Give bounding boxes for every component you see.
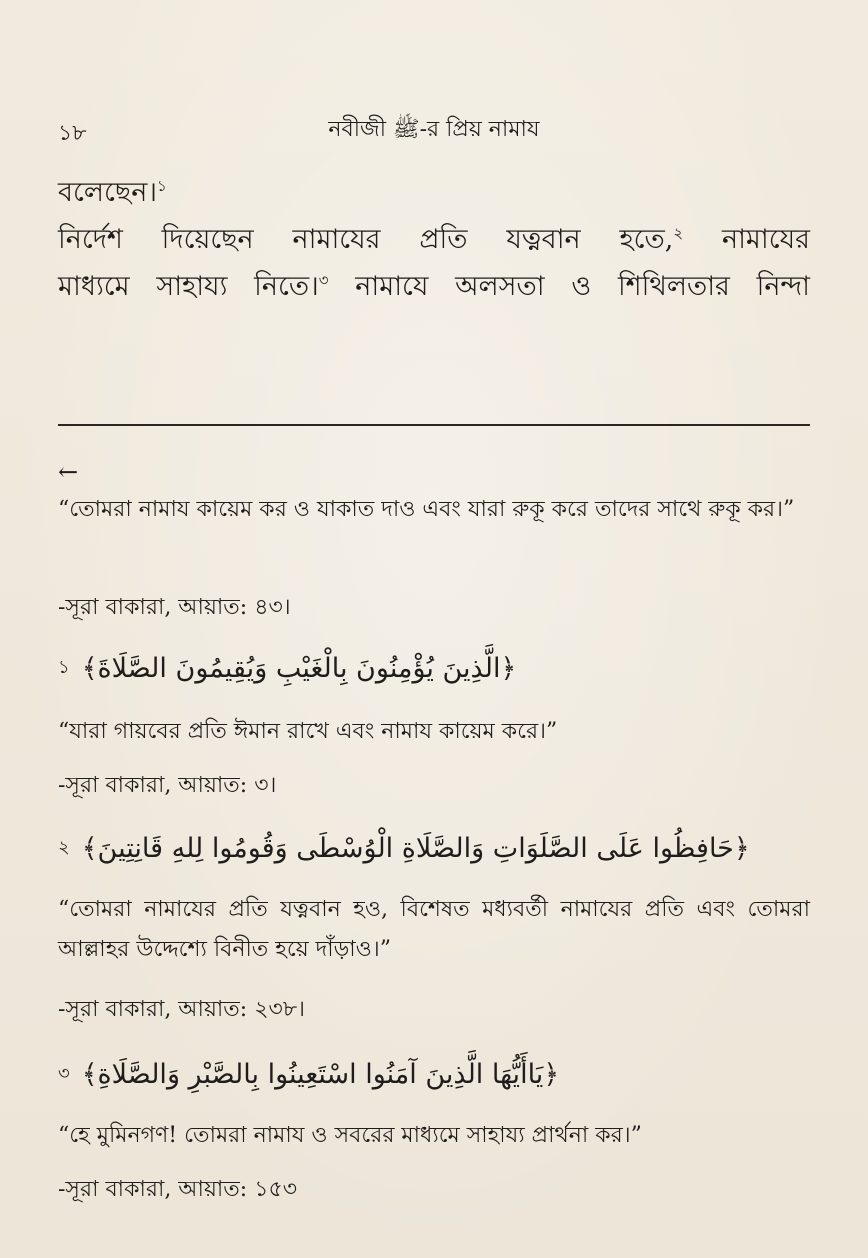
body-line-1 — [58, 168, 810, 218]
footnote-1-arabic: ﴿الَّذِينَ يُؤْمِنُونَ بِالْغَيْبِ وَيُقِيمُونَ الصَّلَاةَ﴾ — [81, 652, 517, 684]
prev-footnote-translation: “তোমরা নামায কায়েম কর ও যাকাত দাও এবং যারা রুকূ করে তাদের সাথে রুকূ কর।” — [58, 497, 795, 522]
body-line-2-text-a: নির্দেশ দিয়েছেন নামাযের প্রতি যত্নবান হতে, — [58, 224, 674, 255]
footnote-2-number: ২ — [58, 836, 70, 858]
footnote-3-translation: “হে মুমিনগণ! তোমরা নামায ও সবরের মাধ্যমে সাহায্য প্রার্থনা কর।” — [58, 1123, 642, 1148]
footnote-2-arabic: ﴿حَافِظُوا عَلَى الصَّلَوَاتِ وَالصَّلَاةِ الْوُسْطَى وَقُومُوا لِلهِ قَانِتِينَ﴾ — [81, 832, 750, 864]
footnote-1-reference: -সূরা বাকারা, আয়াত: ৩। — [58, 773, 277, 798]
running-title: নবীজী ﷺ-র প্রিয় নামায — [328, 117, 540, 142]
footnote-3-number: ৩ — [58, 1062, 70, 1084]
footnote-2-translation: “তোমরা নামাযের প্রতি যত্নবান হও, বিশেষত মধ্যবর্তী নামাযের প্রতি এবং তোমরা আল্লাহর উদ্দেশ্যে বিনীত হয়ে দাঁড়াও।” — [58, 897, 810, 962]
footnote-2-reference: -সূরা বাকারা, আয়াত: ২৩৮। — [58, 997, 305, 1022]
body-line-2 — [58, 215, 810, 265]
footnote-ref-2: ২ — [673, 224, 684, 242]
page-number: ১৮ — [58, 121, 87, 146]
footnote-2-arabic-row — [58, 824, 810, 872]
continued-arrow-icon: ← — [58, 458, 79, 486]
body-line-3-text-b: নামাযে অলসতা ও শিথিলতার নিন্দা — [328, 271, 810, 302]
footnote-3-arabic: ﴿يَاأَيُّهَا الَّذِينَ آمَنُوا اسْتَعِينُوا بِالصَّبْرِ وَالصَّلَاةِ﴾ — [81, 1058, 560, 1090]
body-line-1-text: বলেছেন। — [58, 177, 157, 208]
body-line-3-text-a: মাধ্যমে সাহায্য নিতে। — [58, 271, 319, 302]
footnote-1-arabic-row — [58, 644, 810, 692]
prev-footnote-reference: -সূরা বাকারা, আয়াত: ৪৩। — [58, 595, 291, 620]
footnote-ref-3: ৩ — [318, 271, 329, 289]
footnote-divider — [58, 424, 810, 426]
footnote-1-translation: “যারা গায়বের প্রতি ঈমান রাখে এবং নামায কায়েম করে।” — [58, 719, 558, 744]
footnote-ref-1: ১ — [156, 177, 167, 195]
body-line-3 — [58, 262, 810, 312]
body-line-2-text-b: নামাযের — [683, 224, 810, 255]
footnote-1-number: ১ — [58, 656, 70, 678]
footnote-3-reference: -সূরা বাকারা, আয়াত: ১৫৩ — [58, 1177, 298, 1202]
footnote-3-arabic-row — [58, 1050, 810, 1098]
